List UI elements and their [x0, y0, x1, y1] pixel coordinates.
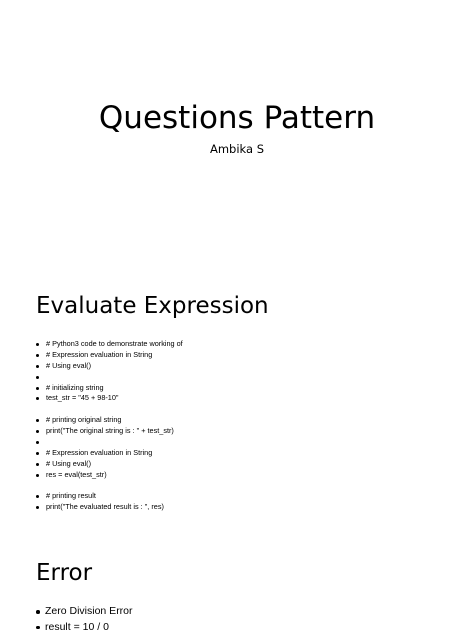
- error-list-item: [36, 620, 133, 635]
- error-item-text: result = 10 / 0: [45, 621, 109, 633]
- title-slide: [0, 0, 474, 267]
- code-line: [36, 350, 183, 361]
- error-bullet-list: [36, 604, 133, 635]
- error-slide: [0, 535, 474, 632]
- code-line-text: # Expression evaluation in String: [46, 448, 152, 457]
- bullet-icon: [36, 506, 39, 509]
- code-line-text: res = eval(test_str): [46, 470, 107, 479]
- bullet-icon: [36, 452, 39, 455]
- bullet-icon: [36, 354, 39, 357]
- code-line-text: # Python3 code to demonstrate working of: [46, 339, 183, 348]
- error-item-text: Zero Division Error: [45, 605, 133, 617]
- presentation-title: Questions Pattern: [0, 98, 474, 138]
- presentation-author: Ambika S: [0, 142, 474, 156]
- bullet-icon: [36, 419, 39, 422]
- bullet-icon: [36, 626, 40, 630]
- code-line-text: test_str = "45 + 98-10": [46, 393, 119, 402]
- code-line-text: print("The evaluated result is : ", res): [46, 502, 164, 511]
- slide-title-evaluate-expression: Evaluate Expression: [36, 291, 269, 321]
- code-line-text: # printing original string: [46, 415, 121, 424]
- bullet-icon: [36, 610, 40, 614]
- code-line-text: # Expression evaluation in String: [46, 350, 152, 359]
- bullet-icon: [36, 495, 39, 498]
- bullet-icon: [36, 397, 39, 400]
- code-line-text: # initializing string: [46, 383, 104, 392]
- code-line: [36, 383, 183, 394]
- bullet-icon: [36, 376, 39, 379]
- code-line-text: # printing result: [46, 491, 96, 500]
- code-spacer-line: [36, 481, 183, 492]
- code-line: [36, 459, 183, 470]
- code-line-text: # Using eval(): [46, 459, 91, 468]
- bullet-icon: [36, 430, 39, 433]
- code-line: [36, 393, 183, 404]
- bullet-icon: [36, 474, 39, 477]
- code-line: [36, 426, 183, 437]
- slide-title-error: Error: [36, 558, 92, 588]
- code-line: [36, 491, 183, 502]
- code-line: [36, 448, 183, 459]
- code-line: [36, 470, 183, 481]
- code-line-text: # Using eval(): [46, 361, 91, 370]
- bullet-icon: [36, 441, 39, 444]
- bullet-icon: [36, 463, 39, 466]
- code-bullet-list: [36, 339, 183, 513]
- evaluate-expression-slide: [0, 267, 474, 535]
- code-line: [36, 437, 183, 448]
- code-spacer-line: [36, 404, 183, 415]
- code-line: [36, 339, 183, 350]
- bullet-icon: [36, 387, 39, 390]
- code-line: [36, 361, 183, 372]
- code-line: [36, 372, 183, 383]
- error-list-item: [36, 604, 133, 620]
- bullet-icon: [36, 365, 39, 368]
- code-line: [36, 502, 183, 513]
- code-line: [36, 415, 183, 426]
- code-line-text: print("The original string is : " + test_str): [46, 426, 174, 435]
- bullet-icon: [36, 343, 39, 346]
